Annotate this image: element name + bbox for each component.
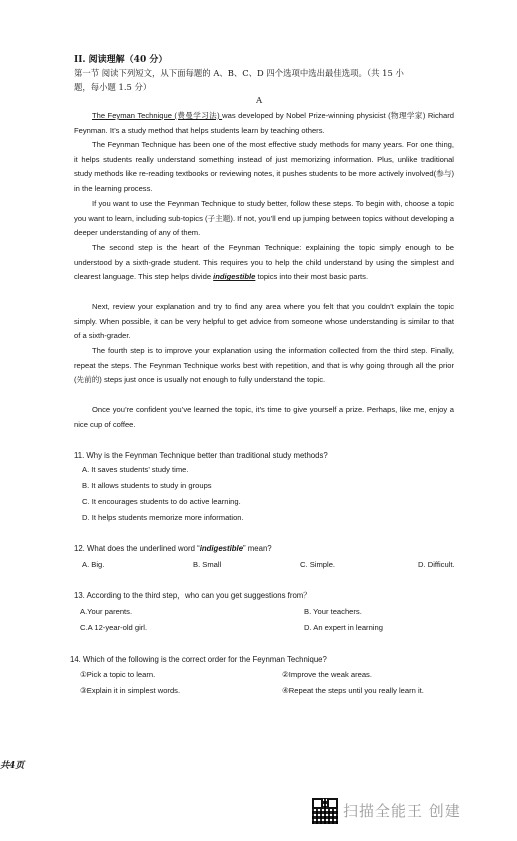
scanner-watermark: 扫描全能王 创建 bbox=[343, 802, 461, 820]
section-instruction-line1: 第一节 阅读下列短文，从下面每题的 A、B、C、D 四个选项中选出最佳选项。（共 15 小 bbox=[74, 68, 404, 78]
question-12-stem bbox=[74, 544, 272, 553]
passage-p1-lead: The Feyman Technique (费曼学习法) bbox=[92, 111, 223, 120]
passage-letter: A bbox=[256, 96, 263, 106]
q11-option-c: C. It encourages students to do active learning. bbox=[82, 497, 241, 506]
q12-option-d: D. Difficult. bbox=[418, 560, 455, 569]
question-14-stem: 14. Which of the following is the correct order for the Feynman Technique? bbox=[70, 655, 327, 664]
page-count-edge: 共4页 bbox=[0, 761, 25, 771]
underlined-word: indigestible bbox=[213, 272, 256, 282]
q12-stem-start: 12. What does the underlined word “ bbox=[74, 544, 200, 553]
q11-option-d: D. It helps students memorize more information. bbox=[82, 513, 244, 522]
q13-option-b: B. Your teachers. bbox=[304, 607, 362, 616]
section-instruction-line2: 题，每小题 1.5 分） bbox=[74, 82, 152, 92]
q12-stem-word: indigestible bbox=[199, 544, 244, 553]
section-heading: II. 阅读理解（40 分） bbox=[74, 55, 168, 65]
passage-paragraph-3: If you want to use the Feynman Technique to study better, follow these steps. To begin with, choose a topic you want to learn, including sub-topics (子主题). If not, you’ll end up jumping between topics without developing a deeper understanding of any of them. bbox=[74, 199, 454, 238]
q11-option-a: A. It saves students’ study time. bbox=[82, 465, 189, 474]
q14-step-3: ③Explain it in simplest words. bbox=[80, 686, 181, 695]
passage-paragraph-4 bbox=[74, 241, 454, 285]
q14-step-4: ④Repeat the steps until you really learn it. bbox=[282, 686, 424, 695]
q12-option-b: B. Small bbox=[193, 560, 222, 569]
question-13-stem: 13. According to the third step，who can you get suggestions from？ bbox=[74, 591, 312, 600]
passage-paragraph-6: The fourth step is to improve your explanation using the information collected from the third step. Finally, repeat the steps. The Feynman Technique works best with repetition, and that is why going through all the prior (先前的) steps just once is usually not enough to fully understand the topic. bbox=[74, 346, 454, 385]
q13-option-d: D. An expert in learning bbox=[304, 623, 383, 632]
question-11-stem: 11. Why is the Feynman Technique better than traditional study methods? bbox=[74, 451, 328, 460]
passage-p1-rest: was developed by Nobel Prize-winning physicist (物理学家) Richard Feynman. It’s a study method that helps students learn by teaching others. bbox=[74, 111, 454, 135]
q14-step-2: ②Improve the weak areas. bbox=[282, 670, 372, 679]
passage-p4-start: The second step is the heart of the Feynman Technique: explaining the topic simply enough to be understood by a sixth-grade student. This requires you to help the child understand by using the simplest and clearest language. This step helps divide bbox=[74, 243, 454, 282]
q11-option-b: B. It allows students to study in groups bbox=[82, 481, 212, 490]
qr-code-icon bbox=[312, 798, 338, 824]
passage-p4-end: topics into their most basic parts. bbox=[255, 272, 369, 282]
q12-option-a: A. Big. bbox=[82, 560, 105, 569]
q12-stem-end: ” mean? bbox=[243, 544, 272, 553]
q13-option-a: A.Your parents. bbox=[80, 607, 133, 616]
passage-paragraph-2: The Feynman Technique has been one of the most effective study methods for many years. For one thing, it helps students really understand something instead of just memorizing information. Plus, unlike traditional study methods like re-reading textbooks or reviewing notes, it pushes students to be more actively involved(参与) in the learning process. bbox=[74, 140, 454, 193]
passage-paragraph-5: Next, review your explanation and try to find any area where you felt that you couldn’t explain the topic simply. When possible, it can be very helpful to get advice from someone whose understanding is similar to that of a sixth-grader. bbox=[74, 302, 454, 341]
q14-step-1: ①Pick a topic to learn. bbox=[80, 670, 156, 679]
q12-option-c: C. Simple. bbox=[300, 560, 336, 569]
passage-paragraph-1 bbox=[74, 109, 454, 138]
q13-option-c: C.A 12-year-old girl. bbox=[80, 623, 148, 632]
passage-paragraph-7: Once you’re confident you’ve learned the topic, it’s time to give yourself a prize. Perhaps, like me, enjoy a nice cup of coffee. bbox=[74, 405, 454, 429]
